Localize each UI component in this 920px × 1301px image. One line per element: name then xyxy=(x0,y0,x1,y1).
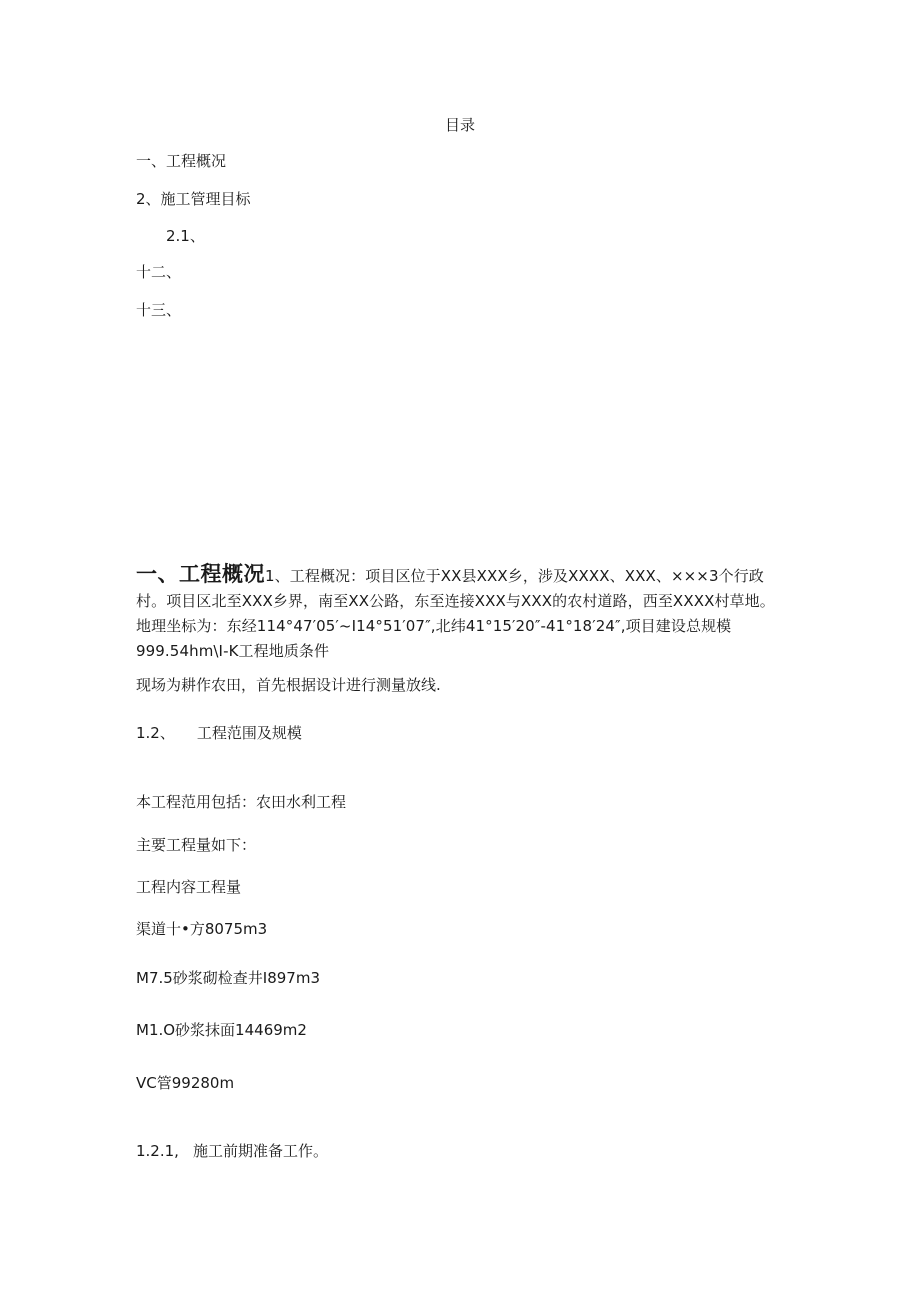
toc-item: 十三、 xyxy=(136,301,182,319)
toc-item: 2.1、 xyxy=(166,227,205,245)
quantity-intro: 主要工程量如下： xyxy=(136,836,257,854)
toc-title: 目录 xyxy=(444,116,475,134)
site-note: 现场为耕作农田，首先根据设计进行测量放线. xyxy=(136,676,441,694)
section12-number: 1.2、 xyxy=(136,724,175,742)
section121-heading xyxy=(136,1141,328,1161)
section1-heading: 一、工程概况 xyxy=(136,562,265,586)
quantity-row: 渠道十•方8075m3 xyxy=(136,920,268,938)
section12-title: 工程范围及规模 xyxy=(196,724,302,742)
section1-paragraph xyxy=(136,562,776,664)
scope-text: 本工程范用包括：农田水利工程 xyxy=(136,793,347,811)
quantity-row: M1.O砂浆抹面14469m2 xyxy=(136,1021,307,1039)
toc-item: 十二、 xyxy=(136,263,182,281)
quantity-table-header: 工程内容工程量 xyxy=(136,878,242,896)
toc-item: 2、施工管理目标 xyxy=(136,190,251,208)
quantity-row: VC管99280m xyxy=(136,1074,235,1092)
section12-heading xyxy=(136,723,302,743)
toc-item: 一、工程概况 xyxy=(136,152,227,170)
section121-title: 施工前期准备工作。 xyxy=(192,1142,328,1160)
section121-number: 1.2.1, xyxy=(136,1142,179,1160)
section1-intro: 1、工程概况：项目区位于XX县XXX乡，涉及XXXX、XXX、×××3个行政村。项目区北至XXX乡界，南至XX公路，东至连接XXX与XXX的农村道路，西至XXXX村草地。地理坐标为：东经114°47′05′~I14°51′07″,北纬41°15′20″-41°18′24″,项目建设总规模999.54hm\I-K工程地质条件 xyxy=(136,567,775,660)
quantity-row: M7.5砂浆砌检查井I897m3 xyxy=(136,969,321,987)
